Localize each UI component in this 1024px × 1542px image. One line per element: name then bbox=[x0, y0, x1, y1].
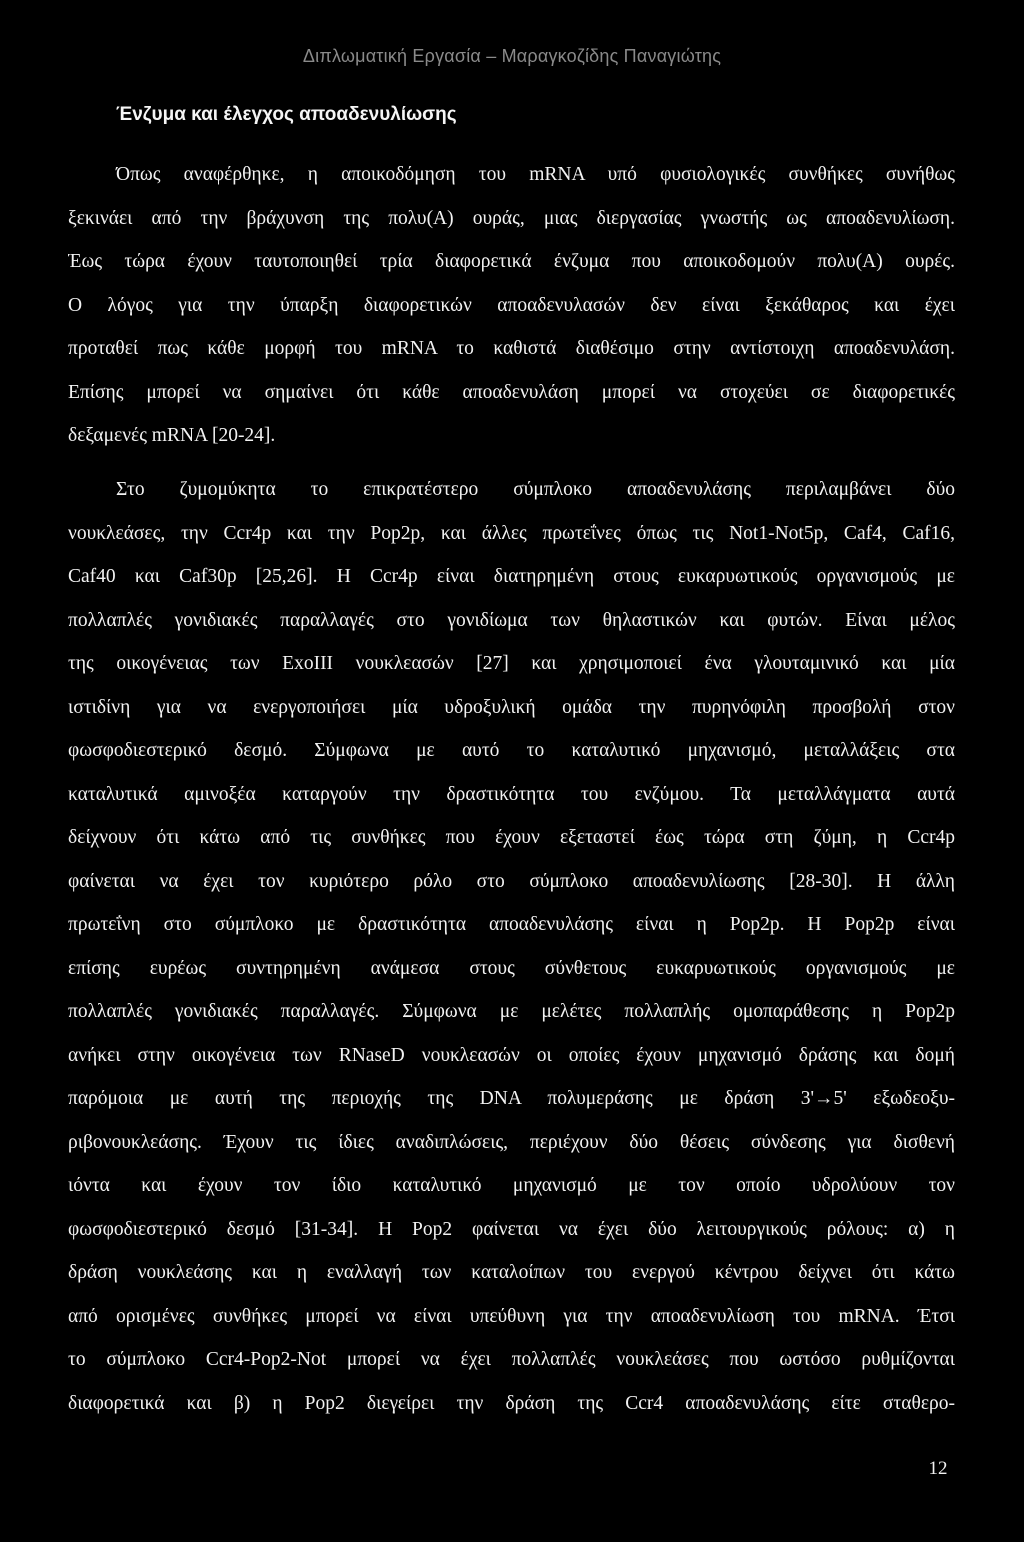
text-line: παρόμοια με αυτή της περιοχής της DNA πολυμεράσης με δράση 3'→5' εξωδεοξυ- bbox=[68, 1088, 955, 1109]
text-line: το σύμπλοκο Ccr4-Pop2-Not μπορεί να έχει πολλαπλές νουκλεάσες που ωστόσο ρυθμίζονται bbox=[68, 1349, 955, 1370]
text-line: ιόντα και έχουν τον ίδιο καταλυτικό μηχανισμό με τον οποίο υδρολύουν τον bbox=[68, 1175, 955, 1196]
text-line: πρωτεΐνη στο σύμπλοκο με δραστικότητα αποαδενυλάσης είναι η Pop2p. Η Pop2p είναι bbox=[68, 914, 955, 935]
text-line: φαίνεται να έχει τον κυριότερο ρόλο στο σύμπλοκο αποαδενυλίωσης [28-30]. Η άλλη bbox=[68, 870, 955, 892]
text-line: φωσφοδιεστερικό δεσμό. Σύμφωνα με αυτό το καταλυτικό μηχανισμό, μεταλλάξεις στα bbox=[68, 740, 955, 761]
text-line: πολλαπλές γονιδιακές παραλλαγές. Σύμφωνα με μελέτες πολλαπλής ομοπαράθεσης η Pop2p bbox=[68, 1001, 955, 1022]
text-line: της οικογένειας των ExoIII νουκλεασών [27] και χρησιμοποιεί ένα γλουταμινικό και μία bbox=[68, 653, 955, 674]
text-line: πολλαπλές γονιδιακές παραλλαγές στο γονιδίωμα των θηλαστικών και φυτών. Είναι μέλος bbox=[68, 609, 955, 631]
page-number: 12 bbox=[928, 1458, 948, 1479]
text-line: ιστιδίνη για να ενεργοποιήσει μία υδροξυλική ομάδα την πυρηνόφιλη προσβολή στον bbox=[68, 696, 955, 718]
text-line: ανήκει στην οικογένεια των RNaseD νουκλεασών οι οποίες έχουν μηχανισμό δράσης και δομή bbox=[68, 1044, 955, 1066]
text-line: νουκλεάσες, την Ccr4p και την Pop2p, και άλλες πρωτεΐνες όπως τις Not1-Not5p, Caf4, Caf16, bbox=[68, 522, 955, 544]
text-line: από ορισμένες συνθήκες μπορεί να είναι υπεύθυνη για την αποαδενυλίωση του mRNA. Έτσι bbox=[68, 1305, 955, 1327]
paragraph bbox=[68, 468, 955, 1425]
text-line: φωσφοδιεστερικό δεσμό [31-34]. Η Pop2 φαίνεται να έχει δύο λειτουργικούς ρόλους: α) η bbox=[68, 1218, 955, 1240]
text-line: δράση νουκλεάσης και η εναλλαγή των καταλοίπων του ενεργού κέντρου δείχνει ότι κάτω bbox=[68, 1262, 955, 1283]
text-line: Ο λόγος για την ύπαρξη διαφορετικών αποαδενυλασών δεν είναι ξεκάθαρος και έχει bbox=[68, 294, 955, 316]
section-heading: Ένζυμα και έλεγχος αποαδενυλίωσης bbox=[116, 104, 457, 125]
text-line: ξεκινάει από την βράχυνση της πολυ(A) ουράς, μιας διεργασίας γνωστής ως αποαδενυλίωση. bbox=[68, 207, 955, 229]
text-line: δεξαμενές mRNA [20-24]. bbox=[68, 425, 276, 446]
text-line: καταλυτικά αμινοξέα καταργούν την δραστικότητα του ενζύμου. Τα μεταλλάγματα αυτά bbox=[68, 783, 955, 805]
paragraph bbox=[68, 153, 955, 458]
text-line: Όπως αναφέρθηκε, η αποικοδόμηση του mRNA υπό φυσιολογικές συνθήκες συνήθως bbox=[116, 164, 955, 185]
text-line: δείχνουν ότι κάτω από τις συνθήκες που έχουν εξεταστεί έως τώρα στη ζύμη, η Ccr4p bbox=[68, 827, 955, 848]
text-line: διαφορετικά και β) η Pop2 διεγείρει την δράση της Ccr4 αποαδενυλάσης είτε σταθερο- bbox=[68, 1392, 955, 1414]
text-line: επίσης ευρέως συντηρημένη ανάμεσα στους σύνθετους ευκαρυωτικούς οργανισμούς με bbox=[68, 957, 955, 979]
text-line: Στο ζυμομύκητα το επικρατέστερο σύμπλοκο αποαδενυλάσης περιλαμβάνει δύο bbox=[116, 479, 955, 500]
text-line: προταθεί πως κάθε μορφή του mRNA το καθιστά διαθέσιμο στην αντίστοιχη αποαδενυλάση. bbox=[68, 338, 955, 359]
text-line: ριβονουκλεάσης. Έχουν τις ίδιες αναδιπλώσεις, περιέχουν δύο θέσεις σύνδεσης για δισθενή bbox=[68, 1131, 955, 1153]
page-header: Διπλωματική Εργασία – Μαραγκοζίδης Παναγιώτης bbox=[302, 46, 722, 66]
text-line: Caf40 και Caf30p [25,26]. Η Ccr4p είναι διατηρημένη στους ευκαρυωτικούς οργανισμούς με bbox=[68, 566, 955, 587]
text-line: Έως τώρα έχουν ταυτοποιηθεί τρία διαφορετικά ένζυμα που αποικοδομούν πολυ(A) ουρές. bbox=[68, 251, 955, 272]
text-line: Επίσης μπορεί να σημαίνει ότι κάθε αποαδενυλάση μπορεί να στοχεύει σε διαφορετικές bbox=[68, 381, 955, 403]
